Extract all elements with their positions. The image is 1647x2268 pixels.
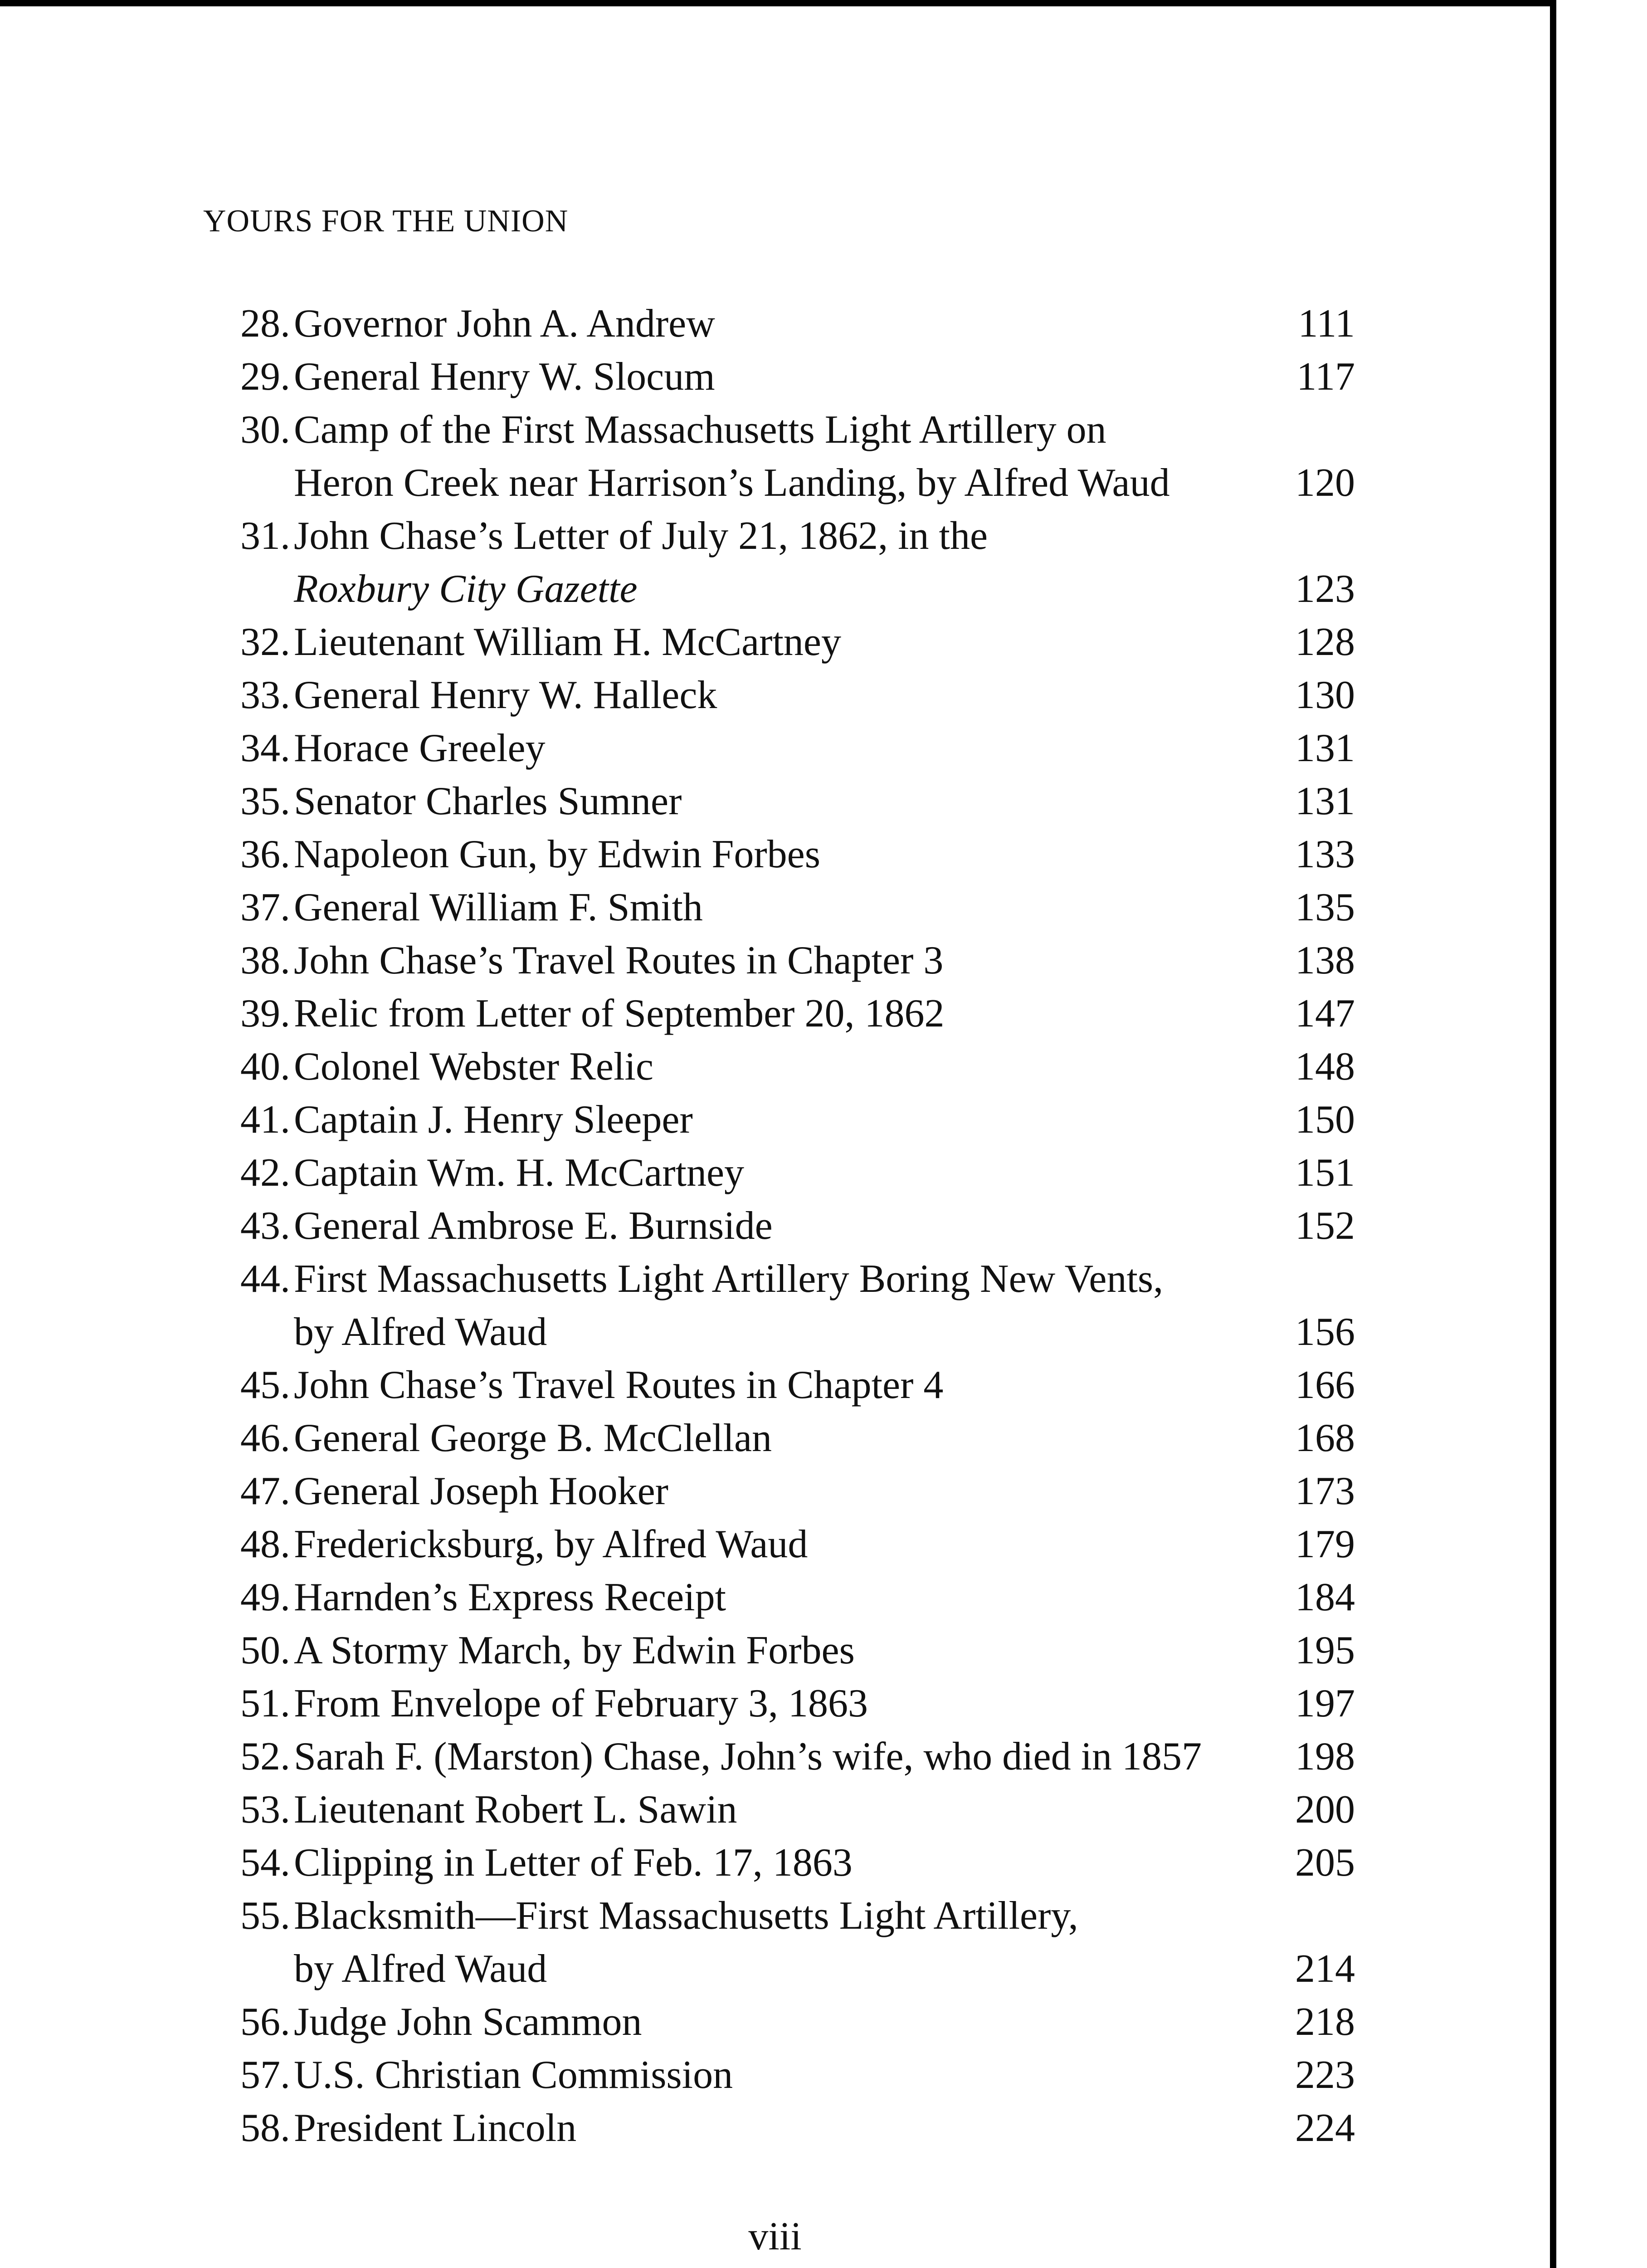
running-head: YOURS FOR THE UNION [203, 204, 569, 239]
item-page-number: 205 [1295, 1841, 1355, 1885]
item-title: John Chase’s Travel Routes in Chapter 4 [294, 1363, 944, 1407]
item-title: From Envelope of February 3, 1863 [294, 1681, 868, 1725]
item-number: 54. [240, 1841, 290, 1885]
list-item [0, 1995, 1550, 2048]
list-item [0, 1677, 1550, 1730]
item-page-number: 138 [1295, 938, 1355, 982]
item-number: 30. [240, 408, 290, 452]
item-title: Judge John Scammon [294, 2000, 642, 2044]
item-title: Horace Greeley [294, 726, 546, 770]
item-title: Relic from Letter of September 20, 1862 [294, 992, 945, 1036]
item-title: General Ambrose E. Burnside [294, 1204, 773, 1248]
item-page-number: 218 [1295, 2000, 1355, 2044]
item-title: Fredericksburg, by Alfred Waud [294, 1522, 808, 1566]
list-item [0, 1093, 1550, 1146]
item-page-number: 147 [1295, 992, 1355, 1036]
item-page-number: 150 [1295, 1098, 1355, 1142]
item-title: Roxbury City Gazette [294, 567, 638, 611]
item-title: Lieutenant Robert L. Sawin [294, 1788, 737, 1832]
item-number: 41. [240, 1098, 290, 1142]
item-title: Napoleon Gun, by Edwin Forbes [294, 832, 820, 876]
item-title: U.S. Christian Commission [294, 2053, 733, 2097]
item-number: 50. [240, 1628, 290, 1672]
item-page-number: 131 [1295, 726, 1355, 770]
item-number: 53. [240, 1788, 290, 1832]
list-item [0, 722, 1550, 775]
list-item [0, 1465, 1550, 1518]
item-page-number: 168 [1295, 1416, 1355, 1460]
item-title: Harnden’s Express Receipt [294, 1575, 726, 1619]
item-number: 43. [240, 1204, 290, 1248]
list-item [0, 350, 1550, 403]
item-number: 38. [240, 938, 290, 982]
item-page-number: 151 [1295, 1151, 1355, 1195]
list-item [0, 2048, 1550, 2102]
item-number: 32. [240, 620, 290, 664]
list-item [0, 616, 1550, 669]
item-title: Blacksmith—First Massachusetts Light Artillery, [294, 1894, 1078, 1938]
list-item [0, 987, 1550, 1040]
item-page-number: 130 [1295, 673, 1355, 717]
list-item [0, 1783, 1550, 1836]
list-item [0, 1571, 1550, 1624]
item-page-number: 197 [1295, 1681, 1355, 1725]
item-number: 51. [240, 1681, 290, 1725]
item-number: 52. [240, 1735, 290, 1779]
list-item [0, 403, 1550, 456]
item-number: 36. [240, 832, 290, 876]
item-page-number: 179 [1295, 1522, 1355, 1566]
item-page-number: 111 [1298, 302, 1355, 346]
item-number: 47. [240, 1469, 290, 1513]
item-page-number: 131 [1295, 779, 1355, 823]
item-page-number: 184 [1295, 1575, 1355, 1619]
item-page-number: 117 [1296, 355, 1355, 399]
list-item [0, 934, 1550, 987]
item-number: 29. [240, 355, 290, 399]
list-item-continuation [0, 562, 1550, 616]
list-item-continuation [0, 456, 1550, 509]
item-page-number: 128 [1295, 620, 1355, 664]
item-title: Senator Charles Sumner [294, 779, 682, 823]
item-number: 45. [240, 1363, 290, 1407]
item-page-number: 135 [1295, 885, 1355, 929]
item-page-number: 214 [1295, 1947, 1355, 1991]
list-item [0, 1359, 1550, 1412]
item-title: John Chase’s Travel Routes in Chapter 3 [294, 938, 944, 982]
item-page-number: 123 [1295, 567, 1355, 611]
item-title: by Alfred Waud [294, 1310, 547, 1354]
item-title: General William F. Smith [294, 885, 703, 929]
page-number: viii [748, 2214, 802, 2258]
list-item [0, 669, 1550, 722]
item-number: 39. [240, 992, 290, 1036]
item-title: Camp of the First Massachusetts Light Artillery on [294, 408, 1106, 452]
item-page-number: 156 [1295, 1310, 1355, 1354]
item-page-number: 223 [1295, 2053, 1355, 2097]
item-number: 55. [240, 1894, 290, 1938]
list-item [0, 1518, 1550, 1571]
item-title: General George B. McClellan [294, 1416, 772, 1460]
item-title: General Joseph Hooker [294, 1469, 668, 1513]
item-number: 57. [240, 2053, 290, 2097]
item-title: Captain J. Henry Sleeper [294, 1098, 693, 1142]
item-title: Colonel Webster Relic [294, 1045, 653, 1089]
item-title: by Alfred Waud [294, 1947, 547, 1991]
list-item [0, 1889, 1550, 1942]
item-page-number: 152 [1295, 1204, 1355, 1248]
item-number: 28. [240, 302, 290, 346]
item-number: 40. [240, 1045, 290, 1089]
list-item [0, 775, 1550, 828]
list-item [0, 881, 1550, 934]
list-item [0, 828, 1550, 881]
item-title: Captain Wm. H. McCartney [294, 1151, 745, 1195]
item-page-number: 200 [1295, 1788, 1355, 1832]
list-item [0, 1252, 1550, 1305]
item-title: First Massachusetts Light Artillery Boring New Vents, [294, 1257, 1164, 1301]
list-item [0, 297, 1550, 350]
item-number: 34. [240, 726, 290, 770]
item-page-number: 198 [1295, 1735, 1355, 1779]
list-item [0, 1040, 1550, 1093]
list-item [0, 1199, 1550, 1252]
list-item [0, 1624, 1550, 1677]
item-number: 35. [240, 779, 290, 823]
item-page-number: 224 [1295, 2106, 1355, 2150]
item-page-number: 133 [1295, 832, 1355, 876]
item-page-number: 173 [1295, 1469, 1355, 1513]
list-item [0, 1730, 1550, 1783]
item-title: John Chase’s Letter of July 21, 1862, in the [294, 514, 988, 558]
item-title: Sarah F. (Marston) Chase, John’s wife, who died in 1857 [294, 1735, 1202, 1779]
item-number: 56. [240, 2000, 290, 2044]
item-title: President Lincoln [294, 2106, 577, 2150]
list-item-continuation [0, 1305, 1550, 1359]
item-number: 37. [240, 885, 290, 929]
item-page-number: 166 [1295, 1363, 1355, 1407]
item-title: Lieutenant William H. McCartney [294, 620, 841, 664]
list-item [0, 2102, 1550, 2155]
list-item [0, 509, 1550, 562]
item-number: 58. [240, 2106, 290, 2150]
item-number: 42. [240, 1151, 290, 1195]
item-title: General Henry W. Slocum [294, 355, 715, 399]
item-number: 33. [240, 673, 290, 717]
item-page-number: 120 [1295, 461, 1355, 505]
item-page-number: 148 [1295, 1045, 1355, 1089]
item-number: 31. [240, 514, 290, 558]
item-title: Governor John A. Andrew [294, 302, 715, 346]
item-title: A Stormy March, by Edwin Forbes [294, 1628, 855, 1672]
item-title: General Henry W. Halleck [294, 673, 717, 717]
item-page-number: 195 [1295, 1628, 1355, 1672]
list-item-continuation [0, 1942, 1550, 1995]
item-title: Heron Creek near Harrison’s Landing, by Alfred Waud [294, 461, 1170, 505]
page-edge-right [1550, 0, 1556, 2268]
item-number: 44. [240, 1257, 290, 1301]
list-item [0, 1836, 1550, 1889]
item-number: 48. [240, 1522, 290, 1566]
list-item [0, 1146, 1550, 1199]
item-title: Clipping in Letter of Feb. 17, 1863 [294, 1841, 853, 1885]
list-item [0, 1412, 1550, 1465]
item-number: 49. [240, 1575, 290, 1619]
item-number: 46. [240, 1416, 290, 1460]
